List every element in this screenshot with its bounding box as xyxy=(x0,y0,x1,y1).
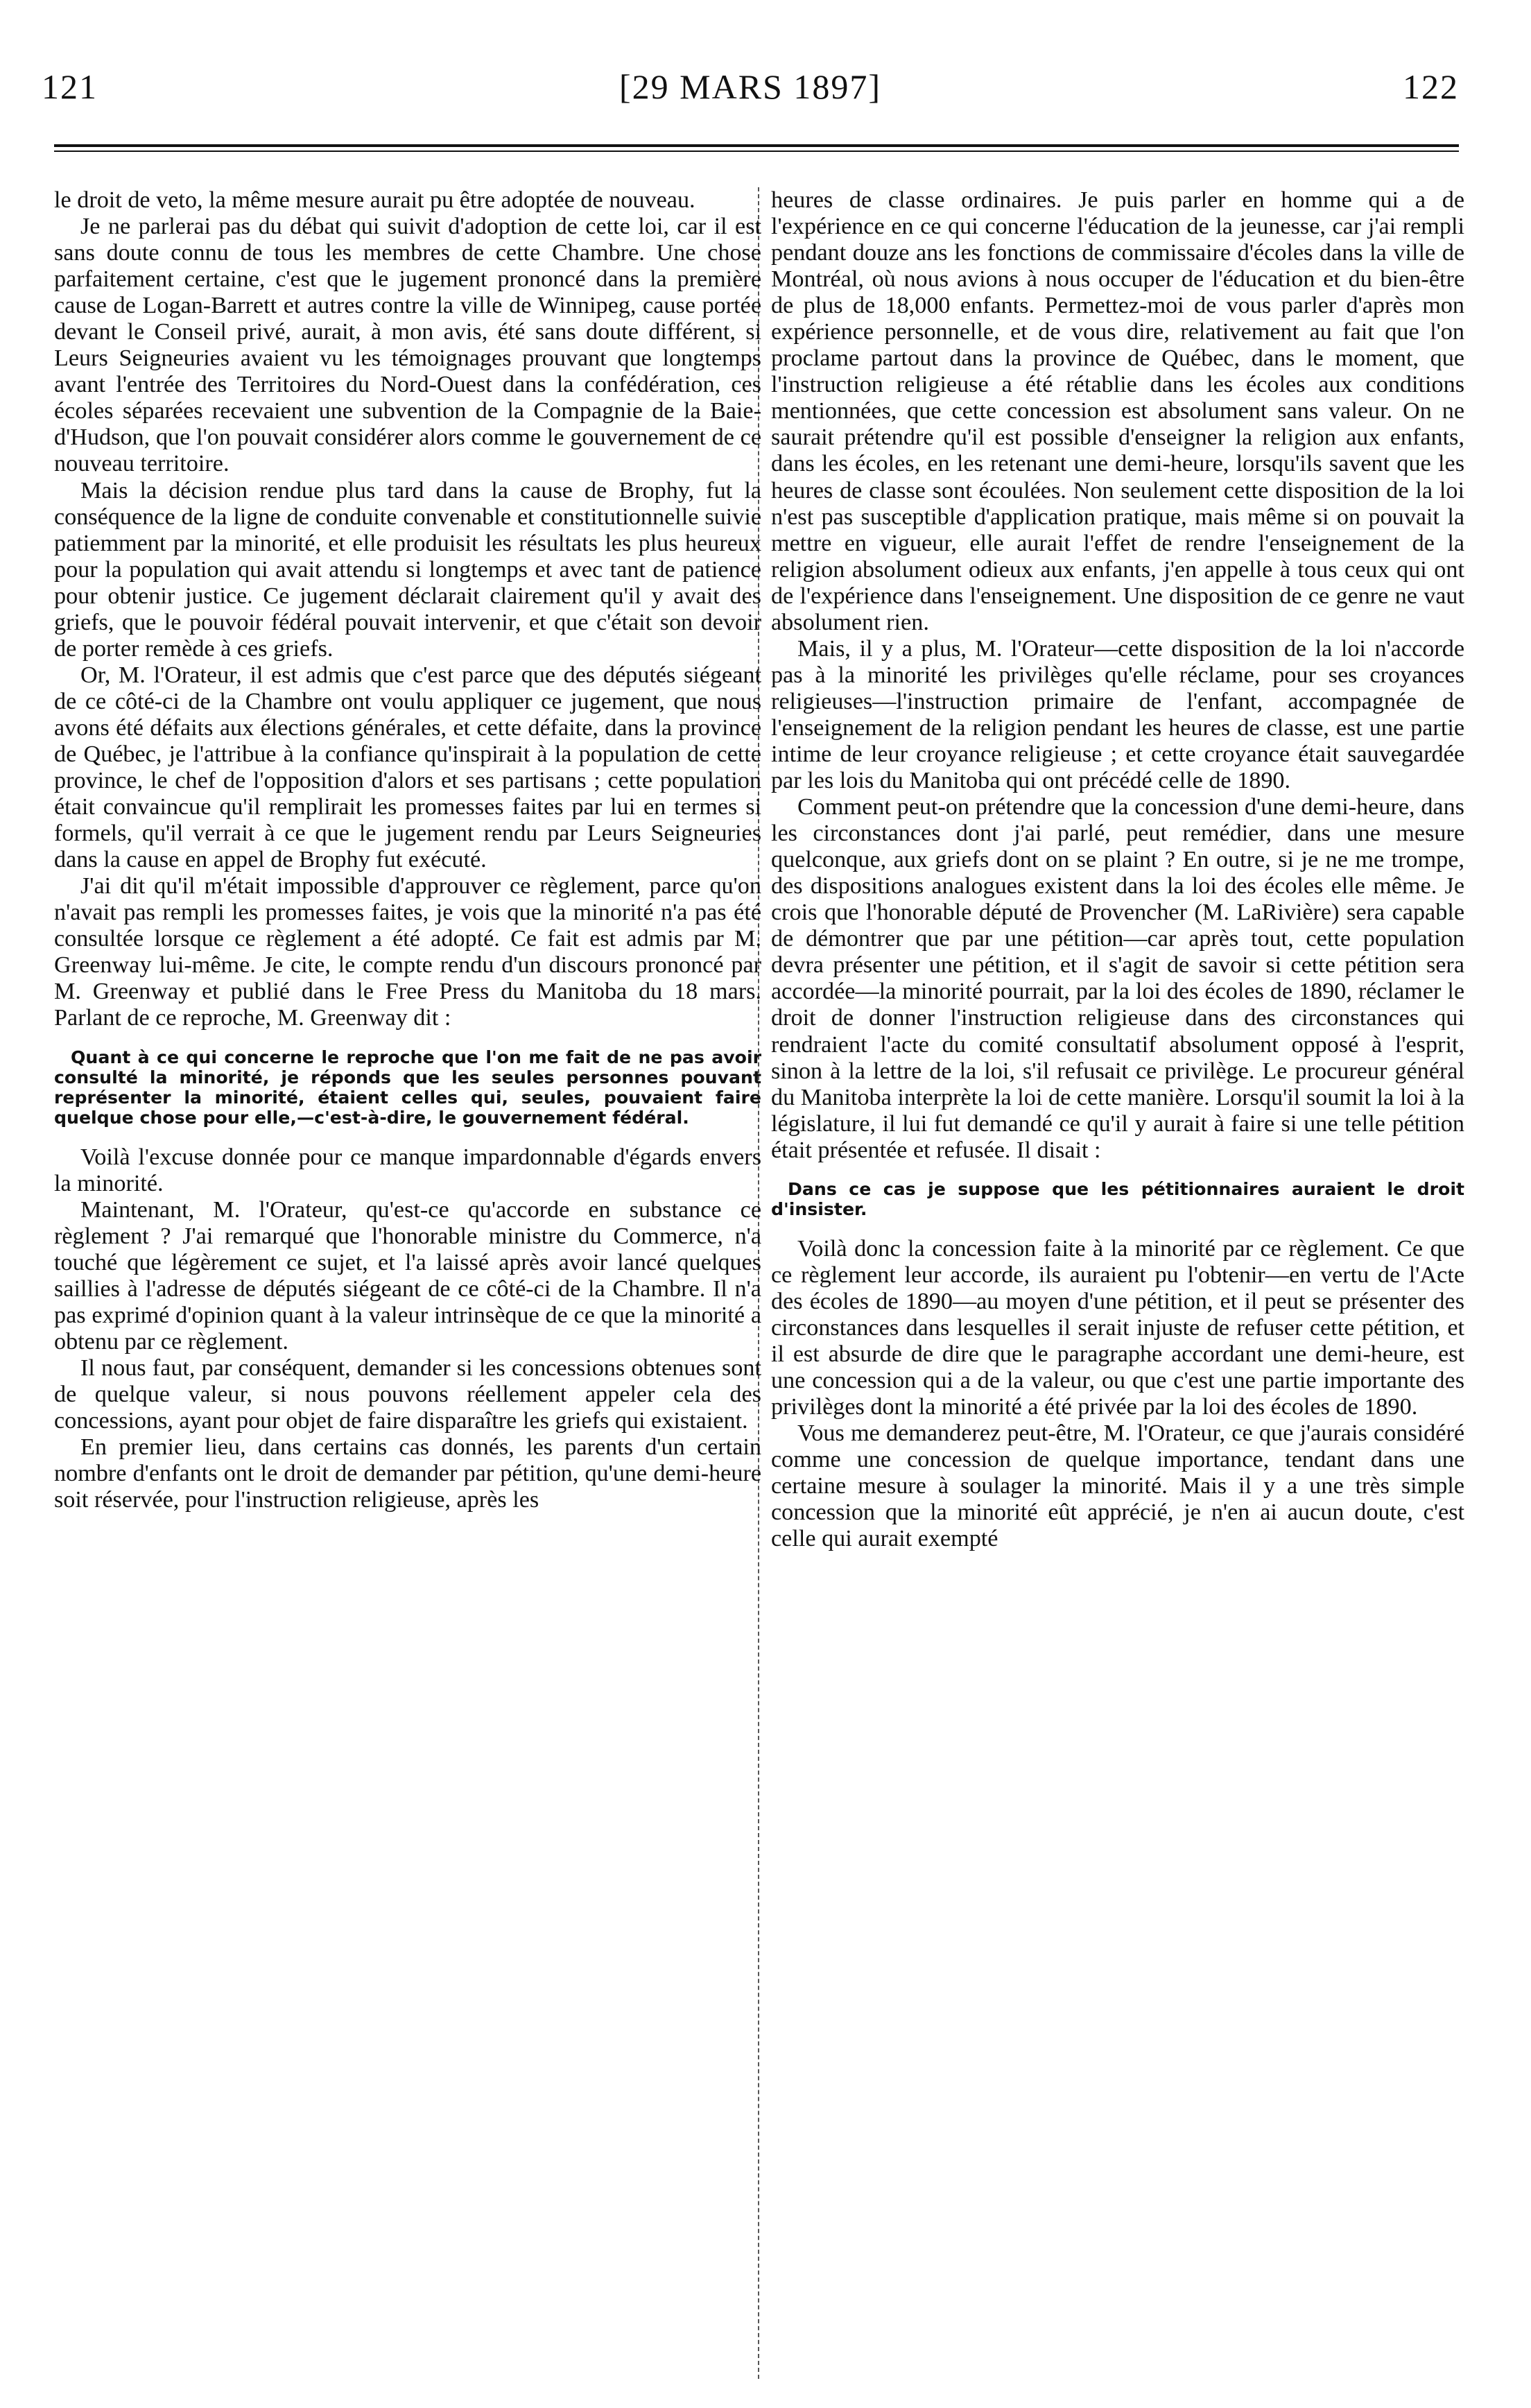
paragraph: Voilà l'excuse donnée pour ce manque impardonnable d'égards envers la minorité. xyxy=(54,1144,761,1196)
paragraph: Voilà donc la concession faite à la minorité par ce règlement. Ce que ce règlement leur accorde, ils auraient pu l'obtenir—en vertu de l'Acte des écoles de 1890—au moyen d'une pétition, et il peut se présenter des circonstances dans lesquelles il serait injuste de refuser cette pétition, et il est absurde de dire que le paragraphe accordant une demi-heure, est une concession qui a de la valeur, ou que c'est une partie importante des privilèges dont la minorité a été privée par la loi des écoles de 1890. xyxy=(771,1235,1464,1420)
header-date: [29 MARS 1897] xyxy=(619,67,882,106)
paragraph: Je ne parlerai pas du débat qui suivit d'adoption de cette loi, car il est sans doute connu de tous les membres de cette Chambre. Une chose parfaitement certaine, c'est que le jugement prononcé dans la première cause de Logan-Barrett et autres contre la ville de Winnipeg, cause portée devant le Conseil privé, aurait, à mon avis, été sans doute différent, si Leurs Seigneuries avaient vu les témoignages prouvant que longtemps avant l'entrée des Territoires du Nord-Ouest dans la confédération, ces écoles séparées recevaient une subvention de la Compagnie de la Baie-d'Hudson, que l'on pouvait considérer alors comme le gouvernement de ce nouveau territoire. xyxy=(54,214,761,477)
block-quote: Dans ce cas je suppose que les pétitionnaires auraient le droit d'insister. xyxy=(771,1178,1464,1219)
paragraph: Il nous faut, par conséquent, demander si les concessions obtenues sont de quelque valeur, si nous pouvons réellement appeler cela des concessions, ayant pour objet de faire disparaître les griefs qui existaient. xyxy=(54,1354,761,1434)
paragraph: Comment peut-on prétendre que la concession d'une demi-heure, dans les circonstances dont j'ai parlé, peut remédier, dans une mesure quelconque, aux griefs dont on se plaint ? En outre, si je ne me trompe, des dispositions analogues existent dans la loi des écoles elle même. Je crois que l'honorable député de Provencher (M. LaRivière) sera capable de démontrer que par une pétition—car après tout, cette population devra présenter une pétition, et il s'agit de savoir si cette pétition sera accordée—la minorité pourrait, par la loi des écoles de 1890, réclamer le droit de donner l'instruction religieuse dans des circonstances qui rendraient l'acte du comité consultatif absolument opposé à l'esprit, sinon à la lettre de la loi, s'il refusait ce privilège. Le procureur général du Manitoba interprète la loi de cette manière. Lorsqu'il soumit la loi à la législature, il lui fut demandé ce qu'il y aurait à faire si une telle pétition était présentée et refusée. Il disait : xyxy=(771,794,1464,1163)
paragraph: Maintenant, M. l'Orateur, qu'est-ce qu'accorde en substance ce règlement ? J'ai remarqué que l'honorable ministre du Commerce, n'a touché que légèrement ce sujet, et l'a laissé après avoir lancé quelques saillies à l'adresse de députés siégeant de ce côté-ci de la Chambre. Il n'a pas exprimé d'opinion quant à la valeur intrinsèque de ce que la minorité a obtenu par ce règlement. xyxy=(54,1196,761,1354)
left-column xyxy=(54,187,761,2386)
page-number-left: 121 xyxy=(42,67,98,106)
paragraph: J'ai dit qu'il m'était impossible d'approuver ce règlement, parce qu'on n'avait pas rempli les promesses faites, je vois que la minorité n'a pas été consultée lorsque ce règlement a été adopté. Ce fait est admis par M. Greenway lui-même. Je cite, le compte rendu d'un discours prononcé par M. Greenway et publié dans le Free Press du Manitoba du 18 mars. Parlant de ce reproche, M. Greenway dit : xyxy=(54,873,761,1031)
header-rule xyxy=(54,144,1459,152)
paragraph: Mais la décision rendue plus tard dans la cause de Brophy, fut la conséquence de la ligne de conduite convenable et constitutionnelle suivie patiemment par la minorité, et elle produisit les résultats les plus heureux pour la population qui avait attendu si longtemps et avec tant de patience pour obtenir justice. Ce jugement déclarait clairement qu'il y avait des griefs, que le pouvoir fédéral pouvait intervenir, et que c'était son devoir de porter remède à ces griefs. xyxy=(54,477,761,662)
block-quote: Quant à ce qui concerne le reproche que l'on me fait de ne pas avoir consulté la minorité, je réponds que les seules personnes pouvant représenter la minorité, étaient celles qui, seules, pouvaient faire quelque chose pour elle,—c'est-à-dire, le gouvernement fédéral. xyxy=(54,1047,761,1128)
paragraph: heures de classe ordinaires. Je puis parler en homme qui a de l'expérience en ce qui concerne l'éducation de la jeunesse, car j'ai rempli pendant douze ans les fonctions de commissaire d'écoles dans la ville de Montréal, où nous avions à nous occuper de l'éducation et du bien-être de plus de 18,000 enfants. Permettez-moi de vous parler d'après mon expérience personnelle, et de vous dire, relativement au fait que l'on proclame partout dans la province de Québec, dans le moment, que l'instruction religieuse a été rétablie dans les écoles aux conditions mentionnées, que cette concession est absolument sans valeur. On ne saurait prétendre qu'il est possible d'enseigner la religion aux enfants, dans les écoles, en les retenant une demi-heure, lorsqu'ils savent que les heures de classe sont écoulées. Non seulement cette disposition de la loi n'est pas susceptible d'application pratique, mais même si on pouvait la mettre en vigueur, elle aurait l'effet de rendre l'enseignement de la religion absolument odieux aux enfants, j'en appelle à tous ceux qui ont de l'expérience dans l'enseignement. Une disposition de ce genre ne vaut absolument rien. xyxy=(771,187,1464,635)
page-number-right: 122 xyxy=(1403,67,1459,106)
paragraph: Vous me demanderez peut-être, M. l'Orateur, ce que j'aurais considéré comme une concession de quelque importance, tendant dans une certaine mesure à soulager la minorité. Mais il y a une très simple concession que la minorité eût apprécié, je n'en ai aucun doute, c'est celle qui aurait exempté xyxy=(771,1420,1464,1552)
page-header xyxy=(42,67,1459,115)
right-column xyxy=(771,187,1464,2386)
paragraph: Or, M. l'Orateur, il est admis que c'est parce que des députés siégeant de ce côté-ci de la Chambre ont voulu appliquer ce jugement, que nous avons été défaits aux élections générales, et cette défaite, dans la province de Québec, je l'attribue à la confiance qu'inspirait à la population de cette province, le chef de l'opposition d'alors et ses partisans ; cette population était convaincue qu'il remplirait les promesses faites par lui en termes si formels, qu'il verrait à ce que le jugement rendu par Leurs Seigneuries dans la cause en appel de Brophy fut exécuté. xyxy=(54,662,761,873)
paragraph: En premier lieu, dans certains cas donnés, les parents d'un certain nombre d'enfants ont le droit de demander par pétition, qu'une demi-heure soit réservée, pour l'instruction religieuse, après les xyxy=(54,1434,761,1513)
paragraph: Mais, il y a plus, M. l'Orateur—cette disposition de la loi n'accorde pas à la minorité les privilèges qu'elle réclame, pour ses croyances religieuses—l'instruction primaire de l'enfant, accompagnée de l'enseignement de la religion pendant les heures de classe, est une partie intime de leur croyance religieuse ; et cette croyance était sauvegardée par les lois du Manitoba qui ont précédé celle de 1890. xyxy=(771,635,1464,794)
paragraph: le droit de veto, la même mesure aurait pu être adoptée de nouveau. xyxy=(54,187,695,213)
